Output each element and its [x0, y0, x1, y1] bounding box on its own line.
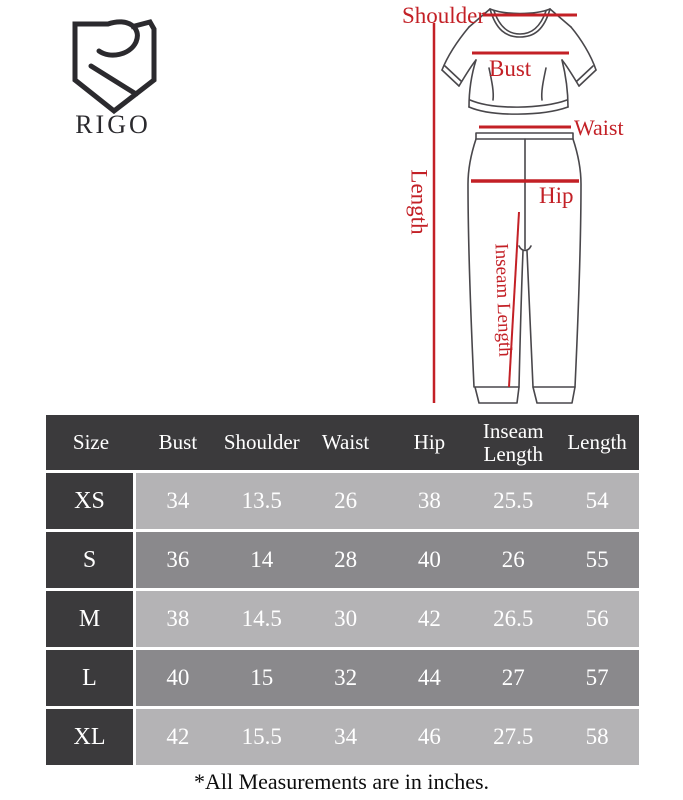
- table-row: [46, 473, 639, 529]
- value-cell: 38: [388, 473, 472, 529]
- size-cell: M: [46, 591, 136, 647]
- size-cell: S: [46, 532, 136, 588]
- value-cell: 46: [388, 709, 472, 765]
- col-header-hip: Hip: [413, 430, 446, 455]
- col-header-inseam-length: Inseam Length: [482, 419, 544, 466]
- value-cell: 13.5: [220, 473, 304, 529]
- table-row: [46, 709, 639, 765]
- value-cell: 38: [136, 591, 220, 647]
- value-cell: 27: [471, 650, 555, 706]
- value-cell: 34: [304, 709, 388, 765]
- value-cell: 42: [136, 709, 220, 765]
- value-cell: 56: [555, 591, 639, 647]
- value-cell: 55: [555, 532, 639, 588]
- value-cell: 34: [136, 473, 220, 529]
- table-row: [46, 650, 639, 706]
- value-cell: 25.5: [471, 473, 555, 529]
- value-cell: 28: [304, 532, 388, 588]
- col-header-length: Length: [567, 430, 627, 455]
- table-row: [46, 591, 639, 647]
- table-row: [46, 532, 639, 588]
- waist-label: Waist: [574, 115, 624, 140]
- value-cell: 26.5: [471, 591, 555, 647]
- value-cell: 14.5: [220, 591, 304, 647]
- size-cell: XL: [46, 709, 136, 765]
- value-cell: 40: [388, 532, 472, 588]
- size-cell: XS: [46, 473, 136, 529]
- value-cell: 42: [388, 591, 472, 647]
- value-cell: 58: [555, 709, 639, 765]
- col-header-bust: Bust: [158, 430, 198, 455]
- value-cell: 44: [388, 650, 472, 706]
- brand-wordmark: RIGO: [75, 110, 151, 139]
- value-cell: 54: [555, 473, 639, 529]
- col-header-waist: Waist: [321, 430, 370, 455]
- value-cell: 32: [304, 650, 388, 706]
- value-cell: 27.5: [471, 709, 555, 765]
- table-header-row: [46, 415, 639, 470]
- value-cell: 15.5: [220, 709, 304, 765]
- value-cell: 36: [136, 532, 220, 588]
- bust-label: Bust: [489, 56, 532, 81]
- measurements-footnote: *All Measurements are in inches.: [193, 769, 490, 794]
- shoulder-label: Shoulder: [402, 3, 486, 28]
- size-chart-table: [46, 415, 639, 765]
- value-cell: 30: [304, 591, 388, 647]
- value-cell: 26: [471, 532, 555, 588]
- value-cell: 40: [136, 650, 220, 706]
- value-cell: 57: [555, 650, 639, 706]
- value-cell: 15: [220, 650, 304, 706]
- inseam-length-label: Inseam Length: [490, 242, 516, 358]
- col-header-shoulder: Shoulder: [223, 430, 300, 455]
- hip-label: Hip: [539, 183, 574, 208]
- pants-garment-drawing: [468, 133, 581, 403]
- brand-logo-icon: [75, 22, 154, 111]
- size-cell: L: [46, 650, 136, 706]
- col-header-size: Size: [72, 430, 110, 455]
- value-cell: 14: [220, 532, 304, 588]
- value-cell: 26: [304, 473, 388, 529]
- length-label: Length: [406, 169, 432, 235]
